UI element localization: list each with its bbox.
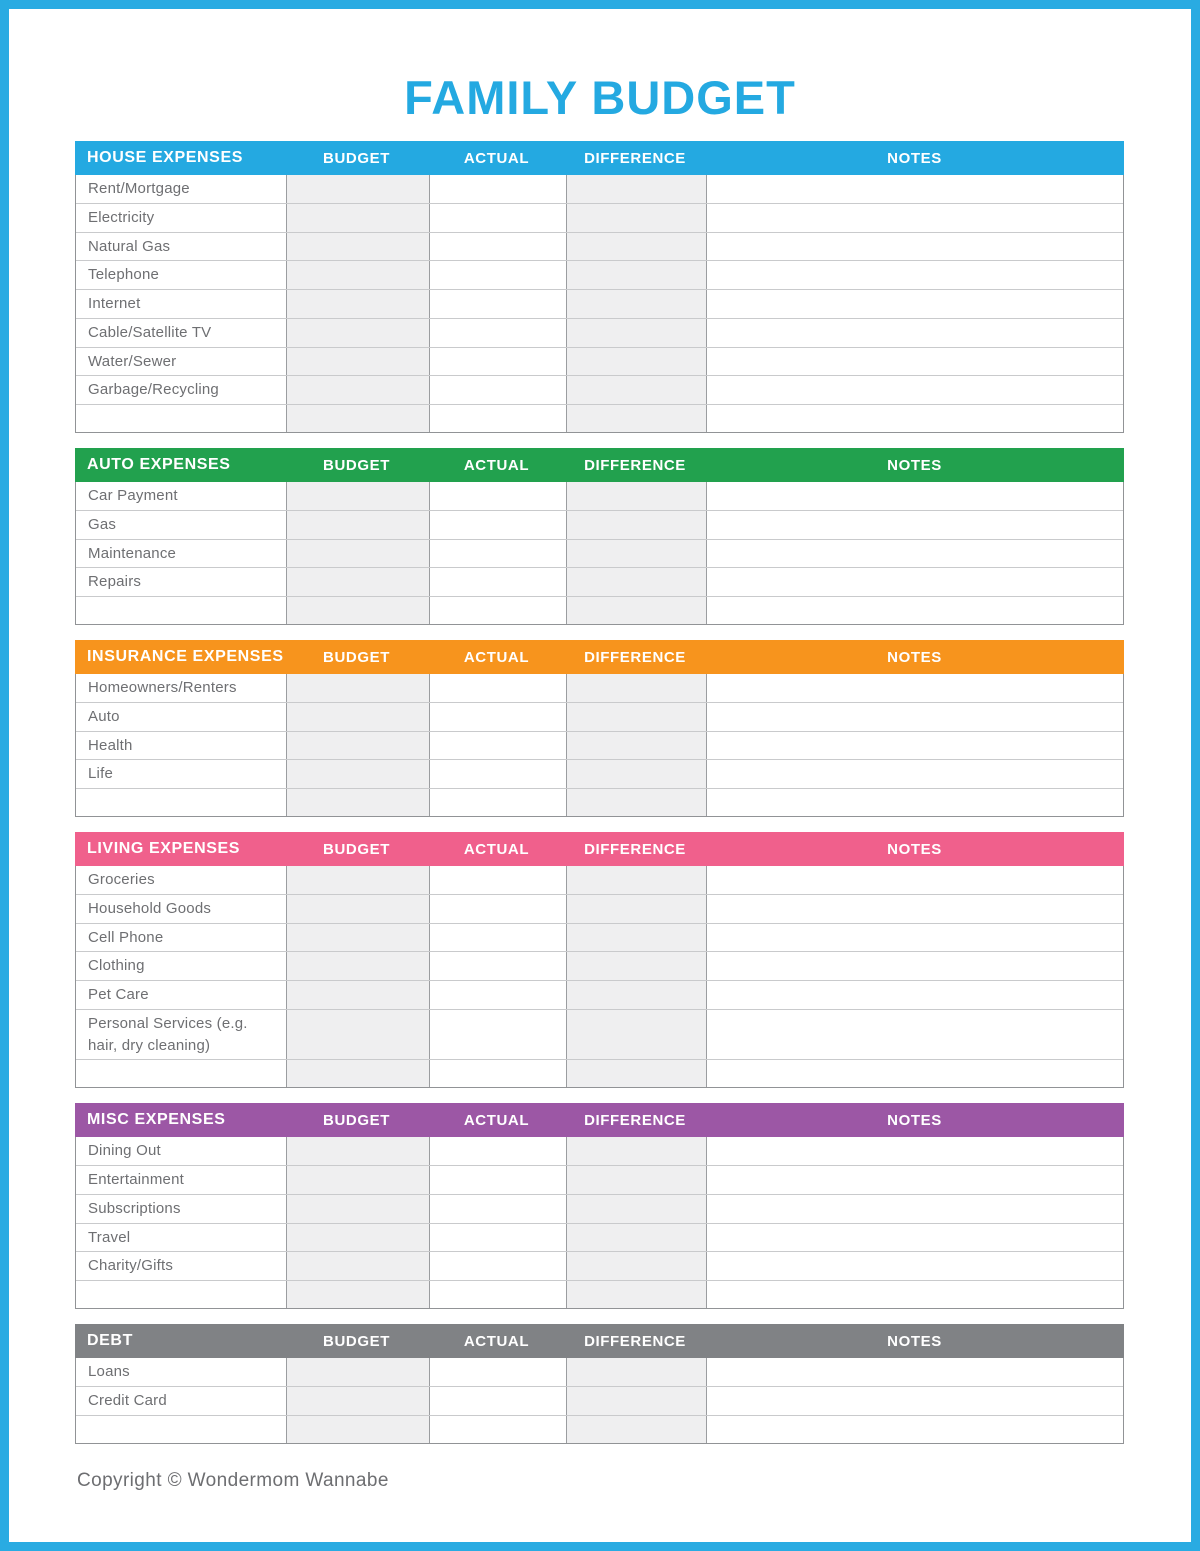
row-label: Household Goods: [88, 899, 212, 917]
budget-section: [75, 141, 1124, 433]
table-row: [76, 289, 1123, 318]
row-label: Gas: [88, 515, 117, 533]
actual-cell[interactable]: [429, 1252, 566, 1280]
notes-cell[interactable]: [706, 1224, 1123, 1252]
budget-cell[interactable]: [286, 1224, 429, 1252]
actual-cell[interactable]: [429, 1010, 566, 1060]
actual-cell[interactable]: [429, 1281, 566, 1308]
difference-cell[interactable]: [566, 348, 706, 376]
table-row: [76, 1223, 1123, 1252]
difference-cell[interactable]: [566, 290, 706, 318]
difference-cell[interactable]: [566, 1060, 706, 1087]
row-label: Cable/Satellite TV: [88, 323, 212, 341]
notes-cell[interactable]: [706, 568, 1123, 596]
budget-section: [75, 1103, 1124, 1309]
budget-cell[interactable]: [286, 732, 429, 760]
row-label: Homeowners/Renters: [88, 679, 237, 697]
budget-sections: [75, 141, 1124, 1444]
section-rows: [75, 674, 1124, 817]
actual-cell[interactable]: [429, 348, 566, 376]
column-header-budget: BUDGET: [323, 1111, 390, 1129]
table-row: [76, 894, 1123, 923]
row-label: [76, 1060, 286, 1087]
section-title: HOUSE EXPENSES: [87, 149, 244, 167]
row-label: Subscriptions: [88, 1199, 181, 1217]
actual-cell[interactable]: [429, 732, 566, 760]
section-rows: [75, 866, 1124, 1088]
notes-cell[interactable]: [706, 376, 1123, 404]
column-header-difference: DIFFERENCE: [584, 1332, 686, 1350]
notes-cell[interactable]: [706, 482, 1123, 510]
column-header-actual: ACTUAL: [463, 456, 530, 474]
budget-cell[interactable]: [286, 540, 429, 568]
row-label: Car Payment: [88, 487, 178, 505]
table-row: [76, 347, 1123, 376]
row-label: Loans: [88, 1363, 130, 1381]
notes-cell[interactable]: [706, 1166, 1123, 1194]
difference-cell[interactable]: [566, 703, 706, 731]
section-header: [75, 141, 1124, 175]
column-header-actual: ACTUAL: [463, 648, 530, 666]
notes-cell[interactable]: [706, 405, 1123, 432]
budget-cell[interactable]: [286, 204, 429, 232]
actual-cell[interactable]: [429, 204, 566, 232]
table-row: [76, 1137, 1123, 1165]
budget-section: [75, 640, 1124, 817]
budget-cell[interactable]: [286, 1010, 429, 1060]
difference-cell[interactable]: [566, 175, 706, 203]
budget-cell[interactable]: [286, 866, 429, 894]
difference-cell[interactable]: [566, 789, 706, 816]
difference-cell[interactable]: [566, 405, 706, 432]
column-header-actual: ACTUAL: [463, 149, 530, 167]
actual-cell[interactable]: [429, 376, 566, 404]
budget-cell[interactable]: [286, 1166, 429, 1194]
section-rows: [75, 1358, 1124, 1444]
column-header-budget: BUDGET: [323, 456, 390, 474]
budget-cell[interactable]: [286, 1416, 429, 1443]
table-row: [76, 567, 1123, 596]
notes-cell[interactable]: [706, 1416, 1123, 1443]
notes-cell[interactable]: [706, 866, 1123, 894]
column-header-actual: ACTUAL: [463, 1111, 530, 1129]
row-label: Internet: [88, 295, 141, 313]
actual-cell[interactable]: [429, 405, 566, 432]
budget-cell[interactable]: [286, 348, 429, 376]
difference-cell[interactable]: [566, 511, 706, 539]
table-row: [76, 1415, 1123, 1443]
actual-cell[interactable]: [429, 290, 566, 318]
page-title: FAMILY BUDGET: [404, 71, 796, 124]
budget-cell[interactable]: [286, 1137, 429, 1165]
budget-section: [75, 448, 1124, 625]
notes-cell[interactable]: [706, 511, 1123, 539]
budget-cell[interactable]: [286, 175, 429, 203]
actual-cell[interactable]: [429, 952, 566, 980]
column-header-actual: ACTUAL: [463, 840, 530, 858]
difference-cell[interactable]: [566, 204, 706, 232]
budget-cell[interactable]: [286, 703, 429, 731]
section-header: [75, 1324, 1124, 1358]
actual-cell[interactable]: [429, 981, 566, 1009]
row-label: Health: [88, 736, 133, 754]
notes-cell[interactable]: [706, 895, 1123, 923]
section-title: AUTO EXPENSES: [87, 456, 231, 474]
actual-cell[interactable]: [429, 261, 566, 289]
table-row: [76, 1194, 1123, 1223]
budget-cell[interactable]: [286, 319, 429, 347]
difference-cell[interactable]: [566, 732, 706, 760]
budget-cell[interactable]: [286, 760, 429, 788]
row-label: [76, 597, 286, 624]
difference-cell[interactable]: [566, 866, 706, 894]
notes-cell[interactable]: [706, 290, 1123, 318]
table-row: [76, 596, 1123, 624]
row-label: Entertainment: [88, 1171, 184, 1189]
difference-cell[interactable]: [566, 1224, 706, 1252]
budget-cell[interactable]: [286, 405, 429, 432]
section-rows: [75, 482, 1124, 625]
difference-cell[interactable]: [566, 981, 706, 1009]
actual-cell[interactable]: [429, 789, 566, 816]
budget-section: [75, 1324, 1124, 1444]
notes-cell[interactable]: [706, 703, 1123, 731]
row-label: Rent/Mortgage: [88, 180, 190, 198]
column-header-actual: ACTUAL: [463, 1332, 530, 1350]
row-label: Natural Gas: [88, 237, 171, 255]
notes-cell[interactable]: [706, 261, 1123, 289]
row-label: [76, 1281, 286, 1308]
row-label: Electricity: [88, 208, 155, 226]
table-row: [76, 482, 1123, 510]
table-row: [76, 1059, 1123, 1087]
row-label: Maintenance: [88, 544, 177, 562]
section-header: [75, 1103, 1124, 1137]
row-label: Clothing: [88, 957, 145, 975]
row-label: [76, 405, 286, 432]
budget-cell[interactable]: [286, 952, 429, 980]
notes-cell[interactable]: [706, 1281, 1123, 1308]
difference-cell[interactable]: [566, 895, 706, 923]
section-header: [75, 448, 1124, 482]
column-header-budget: BUDGET: [323, 1332, 390, 1350]
table-row: [76, 923, 1123, 952]
column-header-difference: DIFFERENCE: [584, 840, 686, 858]
budget-cell[interactable]: [286, 895, 429, 923]
budget-cell[interactable]: [286, 233, 429, 261]
table-row: [76, 702, 1123, 731]
actual-cell[interactable]: [429, 760, 566, 788]
row-label: Auto: [88, 707, 120, 725]
row-label: Repairs: [88, 573, 142, 591]
column-header-budget: BUDGET: [323, 648, 390, 666]
budget-cell[interactable]: [286, 1195, 429, 1223]
section-title: DEBT: [87, 1332, 133, 1350]
actual-cell[interactable]: [429, 895, 566, 923]
column-header-notes: NOTES: [887, 840, 942, 858]
table-row: [76, 404, 1123, 432]
notes-cell[interactable]: [706, 1060, 1123, 1087]
table-row: [76, 1280, 1123, 1308]
notes-cell[interactable]: [706, 233, 1123, 261]
row-label: Groceries: [88, 871, 155, 889]
notes-cell[interactable]: [706, 1387, 1123, 1415]
table-row: [76, 1165, 1123, 1194]
table-row: [76, 1251, 1123, 1280]
row-label: Life: [88, 765, 113, 783]
difference-cell[interactable]: [566, 1010, 706, 1060]
actual-cell[interactable]: [429, 1224, 566, 1252]
difference-cell[interactable]: [566, 233, 706, 261]
notes-cell[interactable]: [706, 789, 1123, 816]
actual-cell[interactable]: [429, 568, 566, 596]
budget-cell[interactable]: [286, 376, 429, 404]
column-header-budget: BUDGET: [323, 149, 390, 167]
row-label: [76, 789, 286, 816]
row-label: Travel: [88, 1228, 131, 1246]
notes-cell[interactable]: [706, 674, 1123, 702]
table-row: [76, 1386, 1123, 1415]
section-title: LIVING EXPENSES: [87, 840, 241, 858]
column-header-notes: NOTES: [887, 1332, 942, 1350]
actual-cell[interactable]: [429, 540, 566, 568]
difference-cell[interactable]: [566, 376, 706, 404]
section-rows: [75, 1137, 1124, 1309]
section-title: MISC EXPENSES: [87, 1111, 226, 1129]
difference-cell[interactable]: [566, 1281, 706, 1308]
budget-cell[interactable]: [286, 511, 429, 539]
difference-cell[interactable]: [566, 1195, 706, 1223]
difference-cell[interactable]: [566, 1387, 706, 1415]
notes-cell[interactable]: [706, 732, 1123, 760]
table-row: [76, 175, 1123, 203]
actual-cell[interactable]: [429, 233, 566, 261]
notes-cell[interactable]: [706, 1252, 1123, 1280]
budget-cell[interactable]: [286, 789, 429, 816]
column-header-difference: DIFFERENCE: [584, 648, 686, 666]
notes-cell[interactable]: [706, 1010, 1123, 1060]
difference-cell[interactable]: [566, 1416, 706, 1443]
row-label: Dining Out: [88, 1142, 161, 1160]
actual-cell[interactable]: [429, 1358, 566, 1386]
row-label: Credit Card: [88, 1391, 167, 1409]
actual-cell[interactable]: [429, 319, 566, 347]
notes-cell[interactable]: [706, 175, 1123, 203]
section-title: INSURANCE EXPENSES: [87, 648, 284, 666]
row-label: Telephone: [88, 266, 160, 284]
budget-cell[interactable]: [286, 924, 429, 952]
difference-cell[interactable]: [566, 1137, 706, 1165]
difference-cell[interactable]: [566, 1166, 706, 1194]
notes-cell[interactable]: [706, 204, 1123, 232]
row-label: [76, 1416, 286, 1443]
section-header: [75, 832, 1124, 866]
notes-cell[interactable]: [706, 348, 1123, 376]
budget-cell[interactable]: [286, 1281, 429, 1308]
notes-cell[interactable]: [706, 597, 1123, 624]
actual-cell[interactable]: [429, 1137, 566, 1165]
budget-cell[interactable]: [286, 568, 429, 596]
notes-cell[interactable]: [706, 924, 1123, 952]
table-row: [76, 539, 1123, 568]
column-header-notes: NOTES: [887, 149, 942, 167]
column-header-difference: DIFFERENCE: [584, 1111, 686, 1129]
table-row: [76, 318, 1123, 347]
notes-cell[interactable]: [706, 540, 1123, 568]
table-row: [76, 674, 1123, 702]
table-row: [76, 510, 1123, 539]
actual-cell[interactable]: [429, 597, 566, 624]
table-row: [76, 375, 1123, 404]
section-header: [75, 640, 1124, 674]
budget-section: [75, 832, 1124, 1088]
notes-cell[interactable]: [706, 1358, 1123, 1386]
difference-cell[interactable]: [566, 952, 706, 980]
actual-cell[interactable]: [429, 1166, 566, 1194]
row-label: Water/Sewer: [88, 352, 177, 370]
difference-cell[interactable]: [566, 674, 706, 702]
difference-cell[interactable]: [566, 924, 706, 952]
actual-cell[interactable]: [429, 1416, 566, 1443]
budget-cell[interactable]: [286, 482, 429, 510]
row-label: Pet Care: [88, 986, 149, 1004]
row-label: Garbage/Recycling: [88, 381, 219, 399]
difference-cell[interactable]: [566, 540, 706, 568]
column-header-notes: NOTES: [887, 456, 942, 474]
notes-cell[interactable]: [706, 319, 1123, 347]
column-header-difference: DIFFERENCE: [584, 456, 686, 474]
difference-cell[interactable]: [566, 482, 706, 510]
actual-cell[interactable]: [429, 482, 566, 510]
difference-cell[interactable]: [566, 261, 706, 289]
actual-cell[interactable]: [429, 1195, 566, 1223]
table-row: [76, 260, 1123, 289]
row-label: Personal Services (e.g. hair, dry cleaning): [88, 1014, 248, 1054]
column-header-notes: NOTES: [887, 648, 942, 666]
actual-cell[interactable]: [429, 175, 566, 203]
table-row: [76, 759, 1123, 788]
table-row: [76, 788, 1123, 816]
difference-cell[interactable]: [566, 1252, 706, 1280]
actual-cell[interactable]: [429, 924, 566, 952]
difference-cell[interactable]: [566, 597, 706, 624]
actual-cell[interactable]: [429, 703, 566, 731]
budget-cell[interactable]: [286, 1252, 429, 1280]
notes-cell[interactable]: [706, 952, 1123, 980]
actual-cell[interactable]: [429, 511, 566, 539]
table-row: [76, 866, 1123, 894]
table-row: [76, 980, 1123, 1009]
difference-cell[interactable]: [566, 319, 706, 347]
section-rows: [75, 175, 1124, 433]
budget-cell[interactable]: [286, 1358, 429, 1386]
notes-cell[interactable]: [706, 1137, 1123, 1165]
budget-cell[interactable]: [286, 1387, 429, 1415]
difference-cell[interactable]: [566, 760, 706, 788]
budget-cell[interactable]: [286, 674, 429, 702]
budget-cell[interactable]: [286, 981, 429, 1009]
actual-cell[interactable]: [429, 1387, 566, 1415]
difference-cell[interactable]: [566, 568, 706, 596]
row-label: Charity/Gifts: [88, 1257, 174, 1275]
row-label: Cell Phone: [88, 928, 164, 946]
column-header-difference: DIFFERENCE: [584, 149, 686, 167]
actual-cell[interactable]: [429, 866, 566, 894]
copyright-text: Copyright © Wondermom Wannabe: [77, 1469, 389, 1491]
table-row: [76, 232, 1123, 261]
column-header-notes: NOTES: [887, 1111, 942, 1129]
table-row: [76, 1009, 1123, 1060]
actual-cell[interactable]: [429, 1060, 566, 1087]
table-row: [76, 203, 1123, 232]
table-row: [76, 731, 1123, 760]
notes-cell[interactable]: [706, 1195, 1123, 1223]
budget-cell[interactable]: [286, 261, 429, 289]
column-header-budget: BUDGET: [323, 840, 390, 858]
table-row: [76, 1358, 1123, 1386]
budget-cell[interactable]: [286, 597, 429, 624]
notes-cell[interactable]: [706, 760, 1123, 788]
table-row: [76, 951, 1123, 980]
actual-cell[interactable]: [429, 674, 566, 702]
notes-cell[interactable]: [706, 981, 1123, 1009]
difference-cell[interactable]: [566, 1358, 706, 1386]
budget-cell[interactable]: [286, 1060, 429, 1087]
budget-cell[interactable]: [286, 290, 429, 318]
